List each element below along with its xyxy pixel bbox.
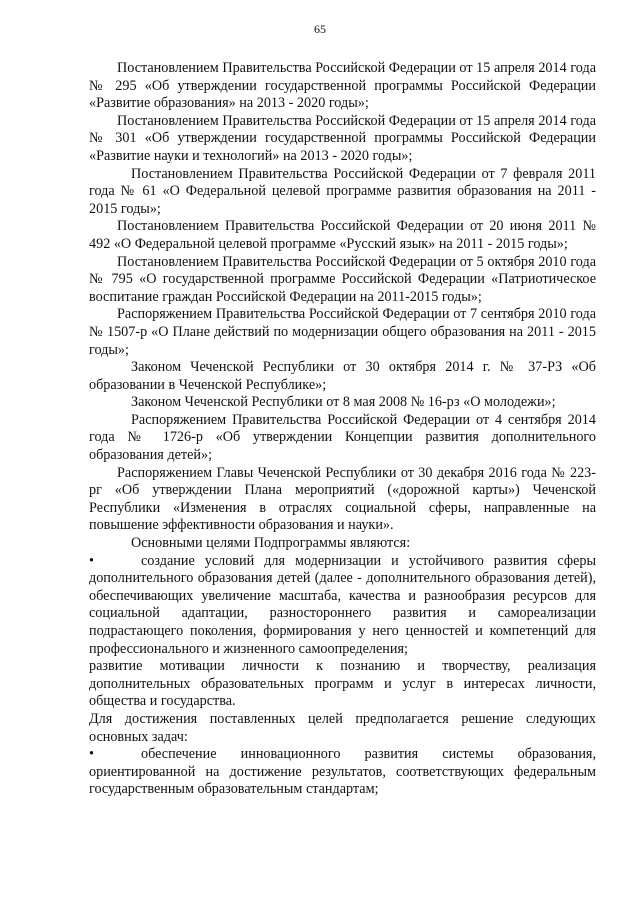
paragraph-law-16: Законом Чеченской Республики от 8 мая 2008 № 16-рз «О молодежи»; <box>131 394 556 411</box>
document-body <box>89 60 596 799</box>
task-bullet-text: обеспечение инновационного развития системы образования, ориентированной на достижение результатов, соответствующих федеральным государственным образовательным стандартам; <box>89 746 596 798</box>
paragraph-decree-61: Постановлением Правительства Российской Федерации от 7 февраля 2011 года № 61 «О Федеральной целевой программе развития образования на 2011 - 2015 годы»; <box>89 165 596 217</box>
task-bullet-item <box>89 746 596 799</box>
goal-second-item: развитие мотивации личности к познанию и творчеству, реализация дополнительных образовательных программ и услуг в интересах личности, общества и государства. <box>89 658 596 710</box>
paragraph-order-1726: Распоряжением Правительства Российской Федерации от 4 сентября 2014 года № 1726-р «Об утверждении Концепции развития дополнительного образования детей»; <box>89 411 596 464</box>
paragraph-law-37: Законом Чеченской Республики от 30 октября 2014 г. № 37-РЗ «Об образовании в Чеченской Республике»; <box>89 359 596 393</box>
paragraph-goals-heading: Основными целями Подпрограммы являются: <box>131 535 411 552</box>
paragraph-order-223: Распоряжением Главы Чеченской Республики от 30 декабря 2016 года № 223-рг «Об утверждении Плана мероприятий («дорожной карты») Чеченской Республики «Изменения в отраслях социальной сферы, направленные на повышение эффективности образования и науки». <box>89 464 596 534</box>
paragraph-decree-795: Постановлением Правительства Российской Федерации от 5 октября 2010 года № 795 «О государственной программе Российской Федерации «Патриотическое воспитание граждан Российской Федерации на 2011-2015 годы»; <box>89 253 596 305</box>
bullet-mark: • <box>89 746 94 763</box>
page-number: 65 <box>314 22 326 36</box>
paragraph-order-1507: Распоряжением Правительства Российской Федерации от 7 сентября 2010 года № 1507-р «О Плане действий по модернизации общего образования на 2011 - 2015 годы»; <box>89 306 596 358</box>
goal-bullet-text: создание условий для модернизации и устойчивого развития сферы дополнительного образования детей (далее - дополнительного образования детей), обеспечивающих увеличение масштаба, качества и разнообразия ресурсов для социальной адаптации, разностороннего развития и самореализации подрастающего поколения, формирования у него ценностей и компетенций для профессионального и жизненного самоопределения; <box>89 552 596 657</box>
bullet-mark: • <box>89 552 94 569</box>
paragraph-decree-301: Постановлением Правительства Российской Федерации от 15 апреля 2014 года № 301 «Об утверждении государственной программы Российской Федерации «Развитие науки и технологий» на 2013 - 2020 годы»; <box>89 112 596 164</box>
tasks-intro: Для достижения поставленных целей предполагается решение следующих основных задач: <box>89 710 596 745</box>
paragraph-decree-295: Постановлением Правительства Российской Федерации от 15 апреля 2014 года № 295 «Об утверждении государственной программы Российской Федерации «Развитие образования» на 2013 - 2020 годы»; <box>89 60 596 112</box>
goal-bullet-item <box>89 553 596 659</box>
paragraph-decree-492: Постановлением Правительства Российской Федерации от 20 июня 2011 № 492 «О Федеральной целевой программе «Русский язык» на 2011 - 2015 годы»; <box>89 218 596 252</box>
